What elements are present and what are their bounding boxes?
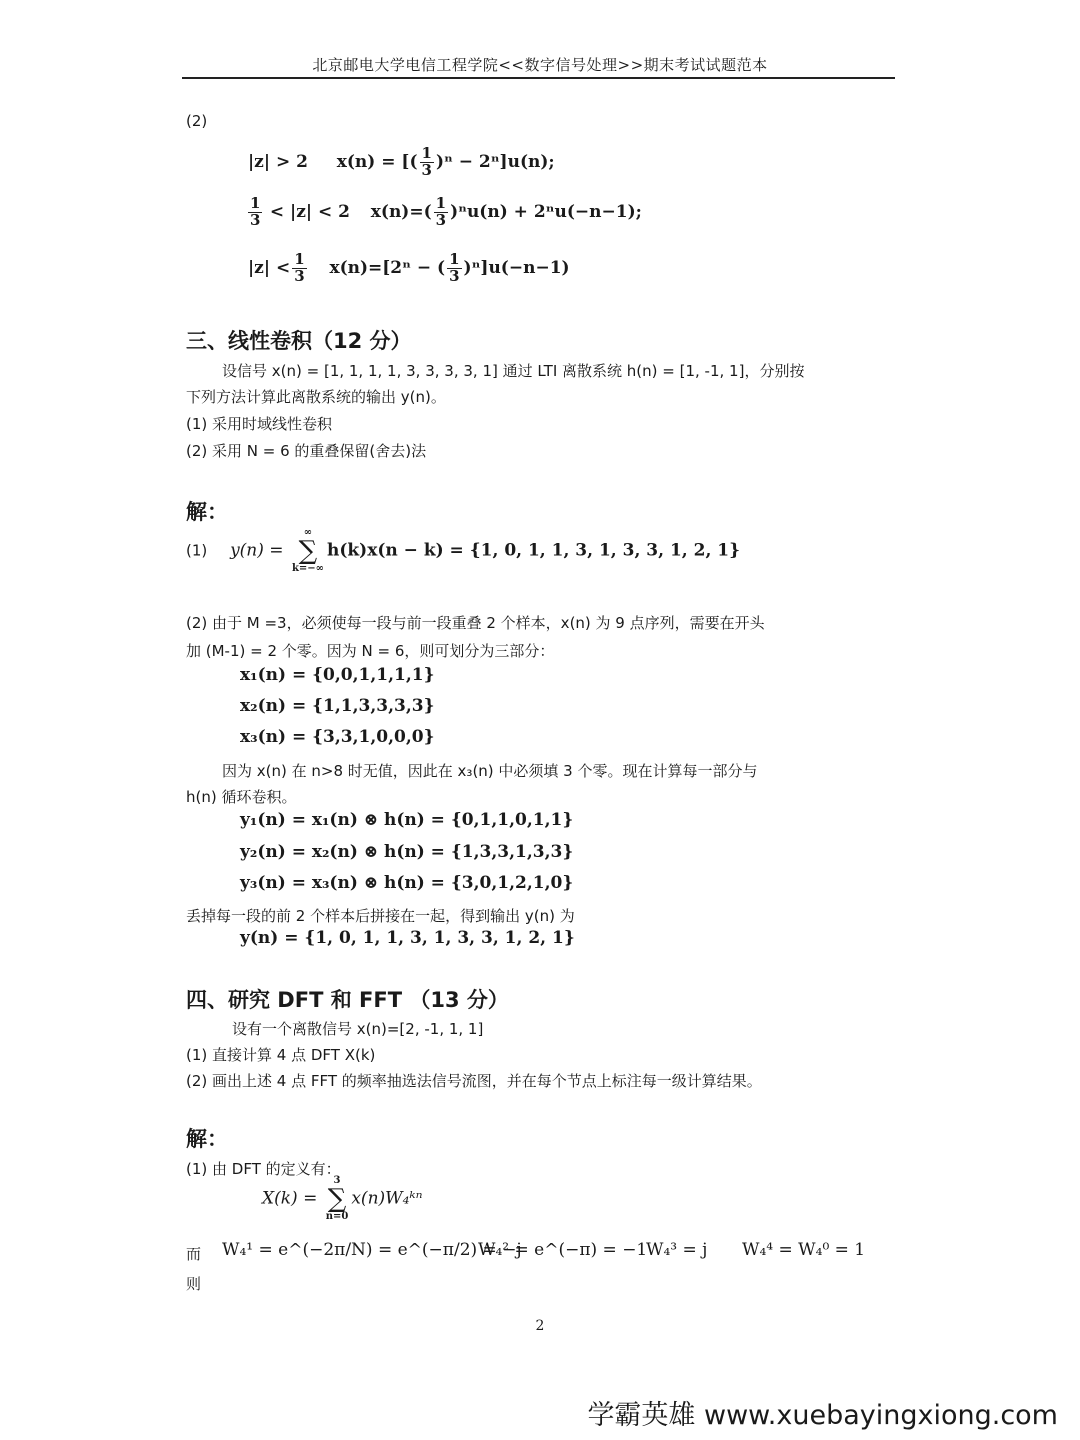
word-er: 而 [186, 1245, 202, 1263]
solution-3-part-2-line-2: 加 (M-1) = 2 个零。因为 N = 6，则可划分为三部分： [186, 642, 555, 660]
section-3-line-2: 下列方法计算此离散系统的输出 y(n)。 [186, 388, 446, 406]
solution-4-part-1: (1) 由 DFT 的定义有： [186, 1160, 341, 1178]
roc-eq-2-rhs: )ⁿu(n) + 2ⁿu(−n−1); [450, 201, 642, 222]
solution-4-heading: 解： [186, 1127, 228, 1151]
summation-sign: ∞ ∑ k=−∞ [291, 527, 324, 574]
fraction-one-third: $\frac{1}{3}$ [449, 250, 460, 285]
section-3-line-1: 设信号 x(n) = [1, 1, 1, 1, 3, 3, 3, 3, 1] 通过 LTI 离散系统 h(n) = [1, -1, 1]，分别按 [222, 362, 805, 380]
header-rule [182, 77, 895, 79]
fraction-one-third: $\frac{1}{3}$ [294, 250, 305, 285]
roc-case-2 [246, 196, 642, 229]
fraction-one-third: $\frac{1}{3}$ [250, 194, 261, 229]
twiddle-w4: W₄⁴ = W₄⁰ = 1 [742, 1240, 866, 1260]
page-number: 2 [535, 1318, 545, 1334]
solution-3-part-2-line-1: (2) 由于 M =3，必须使每一段与前一段重叠 2 个样本，x(n) 为 9 点序列，需要在开头 [186, 614, 765, 632]
solution-3-part-3-line-2: h(n) 循环卷积。 [186, 788, 297, 806]
twiddle-w3: W₄³ = j [646, 1240, 708, 1260]
solution-3-heading: 解： [186, 500, 228, 524]
solution-3-part-4: 丢掉每一段的前 2 个样本后拼接在一起，得到输出 y(n) 为 [186, 907, 575, 925]
fraction-one-third: $\frac{1}{3}$ [421, 144, 432, 179]
segment-x2: x₂(n) = {1,1,3,3,3,3} [240, 696, 435, 716]
section-4-line-1: 设有一个离散信号 x(n)=[2, -1, 1, 1] [232, 1020, 484, 1038]
section-4-title: 四、研究 DFT 和 FFT （13 分） [186, 988, 509, 1012]
segment-x1: x₁(n) = {0,0,1,1,1,1} [240, 665, 435, 685]
roc-eq-3-lhs: x(n)=[2ⁿ − ( [329, 257, 446, 278]
solution-3-part-1 [186, 528, 740, 574]
roc-eq-2-lhs: x(n)=( [370, 201, 432, 222]
roc-condition-1: |z| > 2 [248, 151, 308, 172]
section-3-question-1: (1) 采用时域线性卷积 [186, 415, 333, 433]
dft-rhs: x(n)W₄ᵏⁿ [351, 1188, 423, 1209]
section-3-title: 三、线性卷积（12 分） [186, 329, 412, 353]
word-ze: 则 [186, 1275, 202, 1293]
roc-condition-3: |z| < [248, 257, 291, 278]
page-header: 北京邮电大学电信工程学院<<数字信号处理>>期末考试试题范本 [312, 56, 768, 74]
solution-3-part-3-line-1: 因为 x(n) 在 n>8 时无值，因此在 x₃(n) 中必须填 3 个零。现在计算每一部分与 [222, 762, 758, 780]
fraction-one-third: $\frac{1}{3}$ [435, 194, 447, 229]
roc-case-3 [248, 252, 570, 285]
circular-conv-y3: y₃(n) = x₃(n) ⊗ h(n) = {3,0,1,2,1,0} [240, 873, 574, 893]
segment-x3: x₃(n) = {3,3,1,0,0,0} [240, 727, 435, 747]
circular-conv-y2: y₂(n) = x₂(n) ⊗ h(n) = {1,3,3,1,3,3} [240, 842, 574, 862]
twiddle-w1: W₄¹ = e^(−2π/N) = e^(−π/2) = −j [222, 1240, 522, 1260]
solution-3-conv-rhs: h(k)x(n − k) = {1, 0, 1, 1, 3, 1, 3, 3, 1, 2, 1} [326, 540, 741, 561]
roc-eq-3-rhs: )ⁿ]u(−n−1) [463, 257, 570, 278]
section-3-question-2: (2) 采用 N = 6 的重叠保留(舍去)法 [186, 442, 427, 460]
roc-eq-1-rhs: )ⁿ − 2ⁿ]u(n); [435, 151, 555, 172]
roc-condition-2: < |z| < 2 [269, 201, 350, 222]
dft-definition [262, 1176, 423, 1222]
solution-3-conv-lhs: y(n) = [230, 540, 284, 561]
dft-lhs: X(k) = [262, 1188, 318, 1209]
section-4-question-1: (1) 直接计算 4 点 DFT X(k) [186, 1046, 376, 1064]
twiddle-w2: W₄² = e^(−π) = −1 [478, 1240, 648, 1260]
site-watermark: 学霸英雄 www.xuebayingxiong.com [587, 1400, 1058, 1431]
part-label: (2) [186, 112, 208, 130]
final-output-y: y(n) = {1, 0, 1, 1, 3, 1, 3, 3, 1, 2, 1} [240, 928, 575, 948]
roc-case-1 [248, 146, 555, 179]
roc-eq-1-lhs: x(n) = [( [336, 151, 418, 172]
summation-sign: 3 ∑ n=0 [325, 1175, 349, 1222]
solution-3-part-1-label: (1) [186, 541, 208, 560]
circular-conv-y1: y₁(n) = x₁(n) ⊗ h(n) = {0,1,1,0,1,1} [240, 810, 574, 830]
section-4-question-2: (2) 画出上述 4 点 FFT 的频率抽选法信号流图，并在每个节点上标注每一级计算结果。 [186, 1072, 762, 1090]
